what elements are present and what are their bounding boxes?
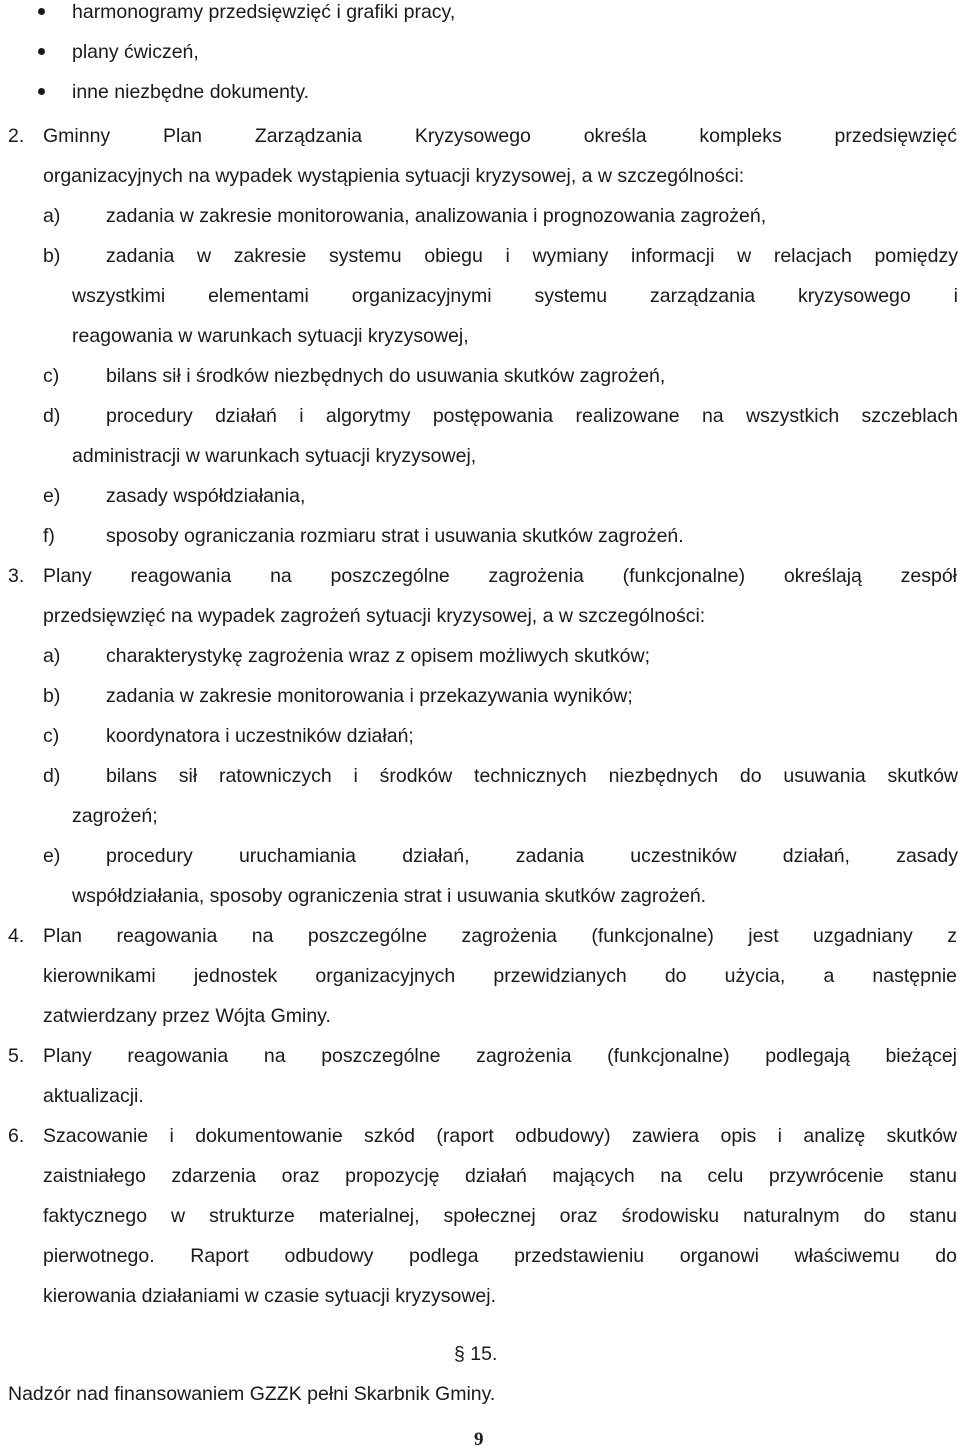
section-text-line: faktycznego w strukturze materialnej, społecznej oraz środowisku naturalnym do stanu [43,1205,957,1227]
section-text-line: przedsięwzięć na wypadek zagrożeń sytuacji kryzysowej, a w szczególności: [43,605,706,627]
item-label: f) [43,525,55,547]
section-text-line: pierwotnego. Raport odbudowy podlega przedstawieniu organowi właściwemu do [43,1245,957,1267]
section-number: 5. [8,1045,25,1067]
item-label: c) [43,725,60,747]
section-number: 4. [8,925,25,947]
section-number: 6. [8,1125,25,1147]
section-text-line: Szacowanie i dokumentowanie szkód (raport odbudowy) zawiera opis i analizę skutków [43,1125,957,1147]
paragraph-mark: § 15. [454,1343,498,1365]
item-label: e) [43,485,61,507]
item-text-line: zadania w zakresie monitorowania i przekazywania wyników; [106,685,633,707]
bullet-dot [38,48,45,55]
item-text-line: procedury działań i algorytmy postępowania realizowane na wszystkich szczeblach [106,405,958,427]
item-text-line: bilans sił i środków niezbędnych do usuwania skutków zagrożeń, [106,365,666,387]
item-text-line: zadania w zakresie systemu obiegu i wymiany informacji w relacjach pomiędzy [106,245,958,267]
item-text-line: współdziałania, sposoby ograniczenia strat i usuwania skutków zagrożeń. [72,885,707,907]
item-label: c) [43,365,60,387]
item-text-line: wszystkimi elementami organizacyjnymi systemu zarządzania kryzysowego i [72,285,958,307]
item-text-line: procedury uruchamiania działań, zadania uczestników działań, zasady [106,845,958,867]
section-text-line: Plan reagowania na poszczególne zagrożenia (funkcjonalne) jest uzgadniany z [43,925,957,947]
section-text-line: Plany reagowania na poszczególne zagrożenia (funkcjonalne) podlegają bieżącej [43,1045,957,1067]
bullet-item: harmonogramy przedsięwzięć i grafiki pracy, [72,1,456,23]
item-text-line: administracji w warunkach sytuacji kryzysowej, [72,445,477,467]
section-number: 2. [8,125,25,147]
section-text-line: organizacyjnych na wypadek wystąpienia sytuacji kryzysowej, a w szczególności: [43,165,745,187]
item-text-line: sposoby ograniczania rozmiaru strat i usuwania skutków zagrożeń. [106,525,684,547]
section-text-line: Gminny Plan Zarządzania Kryzysowego określa kompleks przedsięwzięć [43,125,957,147]
item-text-line: zagrożeń; [72,805,158,827]
item-text-line: koordynatora i uczestników działań; [106,725,414,747]
page-number: 9 [474,1429,484,1450]
item-label: d) [43,405,61,427]
item-label: a) [43,205,61,227]
item-label: d) [43,765,61,787]
bullet-dot [38,88,45,95]
item-text-line: bilans sił ratowniczych i środków technicznych niezbędnych do usuwania skutków [106,765,958,787]
section-text-line: kierowania działaniami w czasie sytuacji kryzysowej. [43,1285,496,1307]
bullet-item: inne niezbędne dokumenty. [72,81,310,103]
item-text-line: zadania w zakresie monitorowania, analizowania i prognozowania zagrożeń, [106,205,767,227]
final-statement: Nadzór nad finansowaniem GZZK pełni Skarbnik Gminy. [8,1383,496,1405]
item-label: a) [43,645,61,667]
section-text-line: zaistniałego zdarzenia oraz propozycję działań mających na celu przywrócenie stanu [43,1165,957,1187]
section-text-line: Plany reagowania na poszczególne zagrożenia (funkcjonalne) określają zespół [43,565,957,587]
item-label: b) [43,685,61,707]
item-text-line: zasady współdziałania, [106,485,306,507]
item-text-line: charakterystykę zagrożenia wraz z opisem możliwych skutków; [106,645,651,667]
bullet-dot [38,8,45,15]
section-text-line: kierownikami jednostek organizacyjnych przewidzianych do użycia, a następnie [43,965,957,987]
item-label: e) [43,845,61,867]
bullet-item: plany ćwiczeń, [72,41,199,63]
item-text-line: reagowania w warunkach sytuacji kryzysowej, [72,325,469,347]
section-number: 3. [8,565,25,587]
section-text-line: aktualizacji. [43,1085,144,1107]
item-label: b) [43,245,61,267]
section-text-line: zatwierdzany przez Wójta Gminy. [43,1005,331,1027]
